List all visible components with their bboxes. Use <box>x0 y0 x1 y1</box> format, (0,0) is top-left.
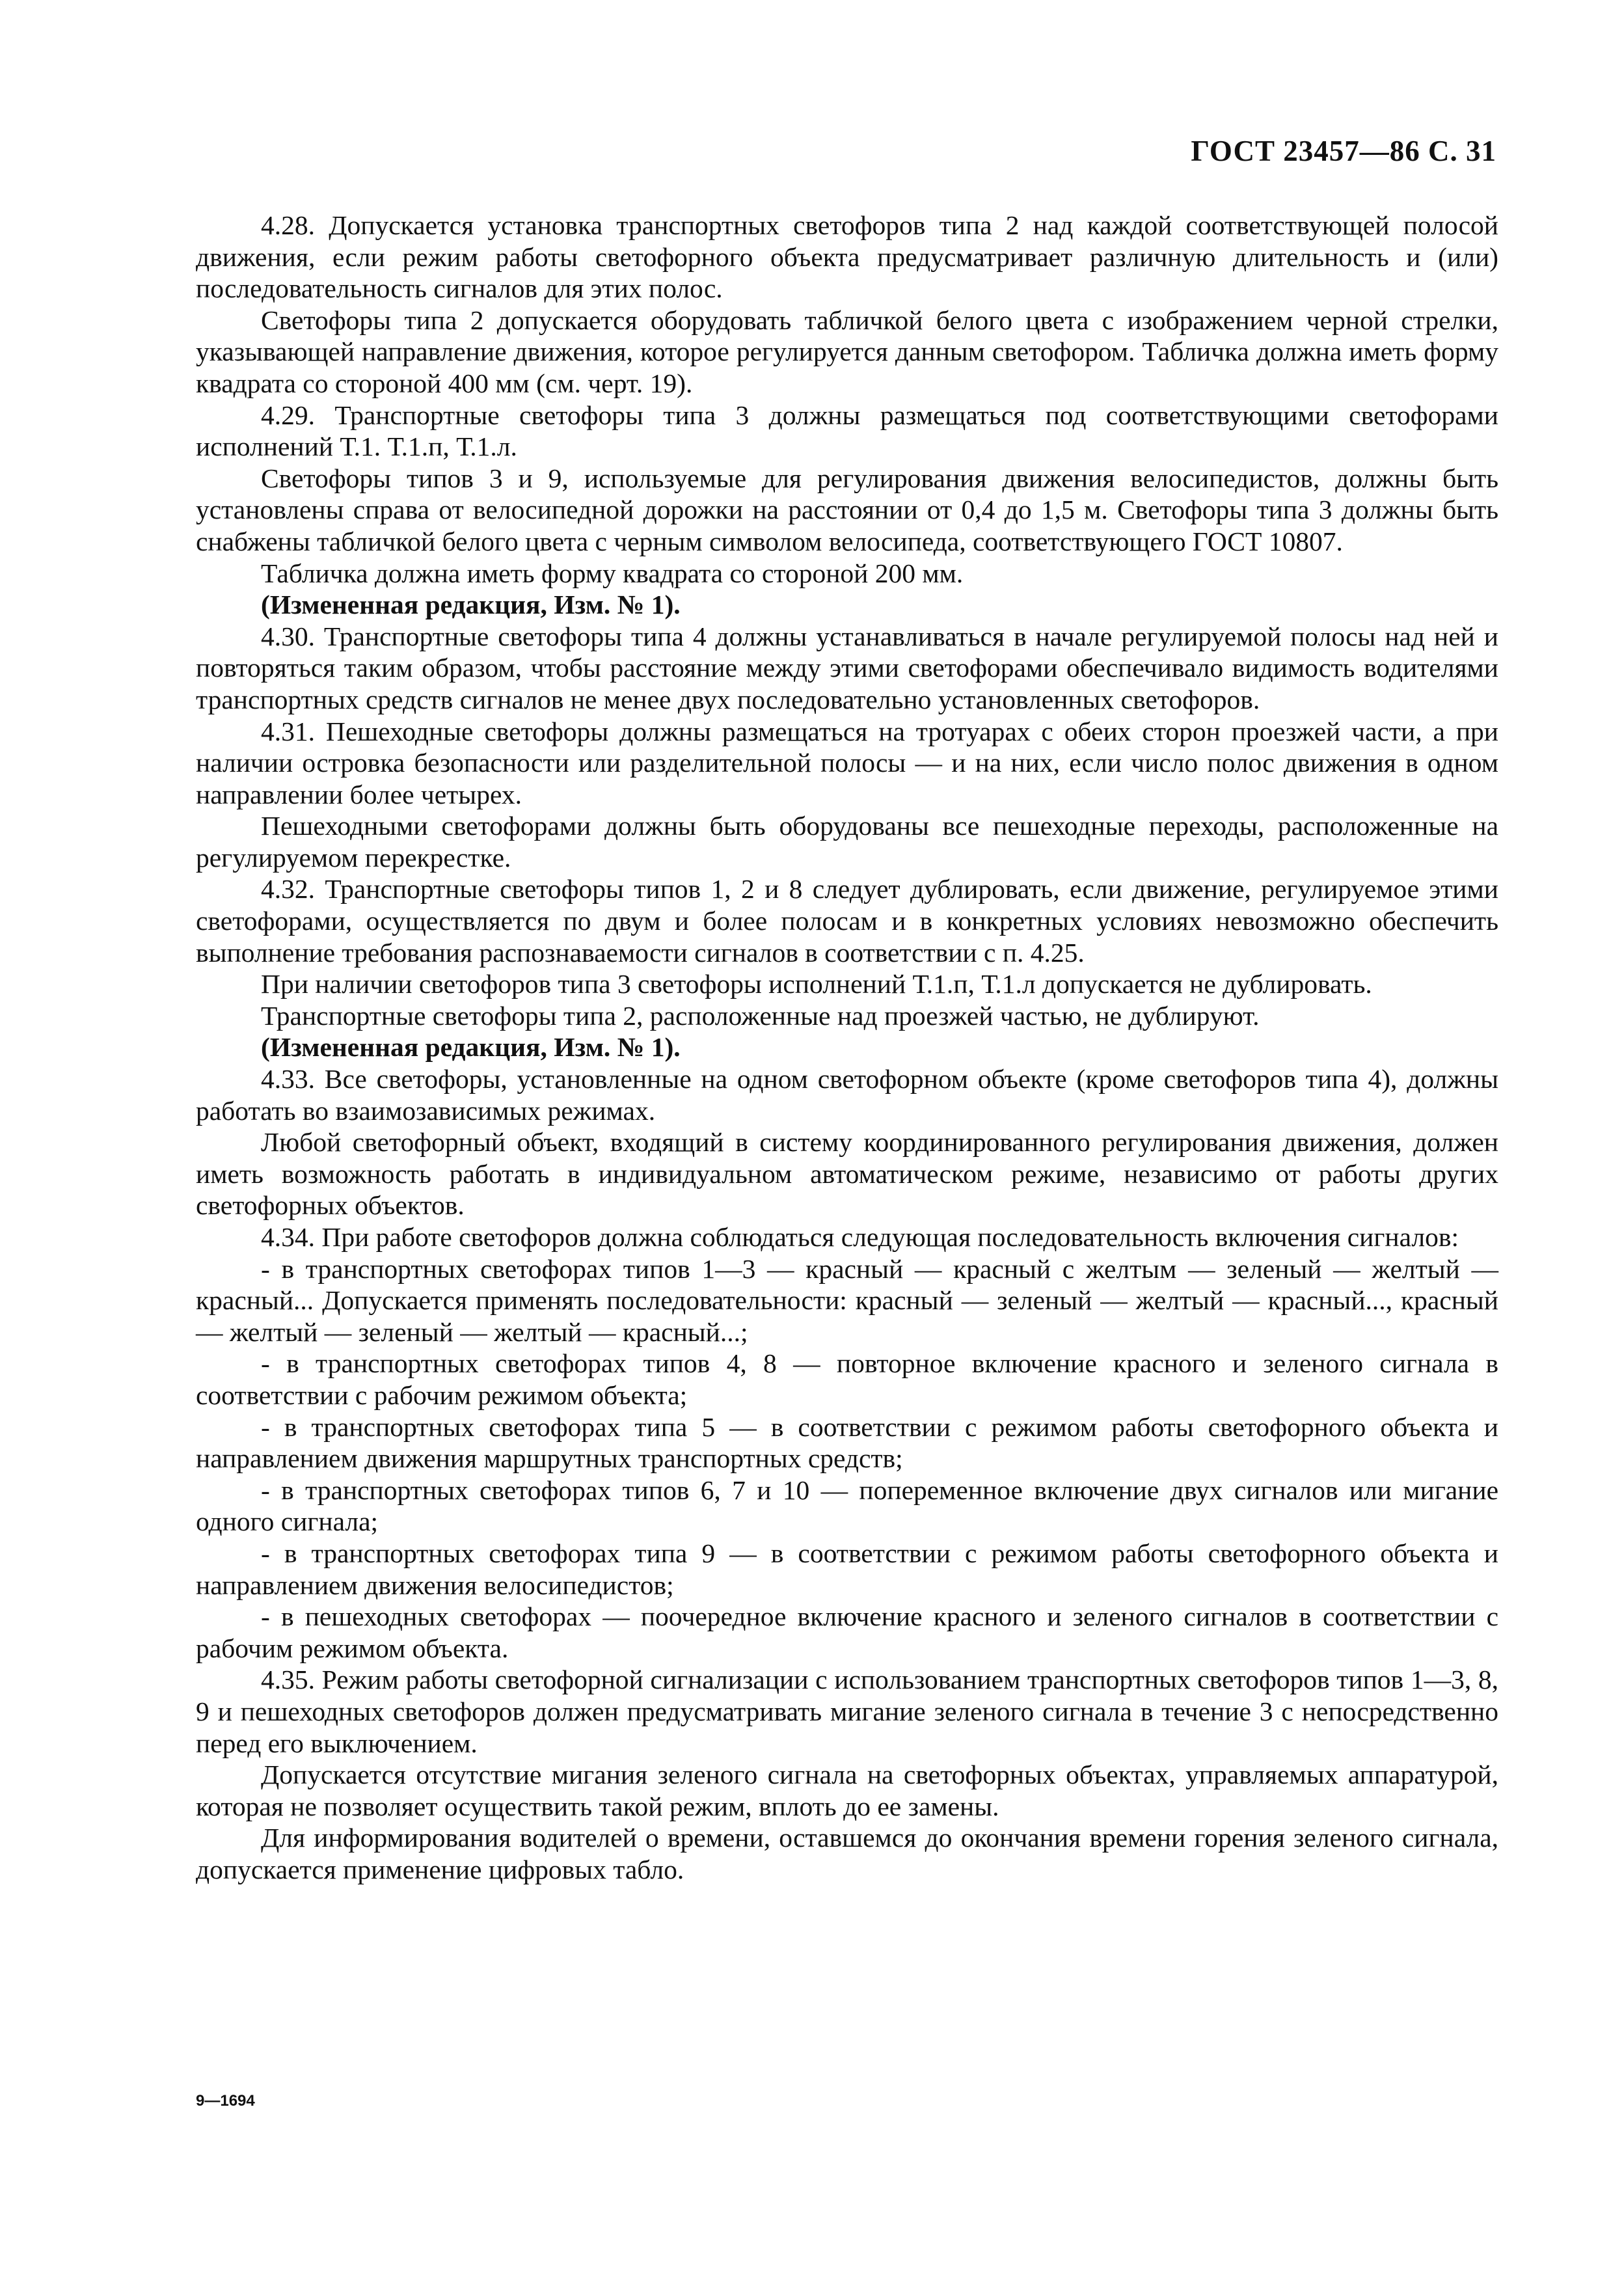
paragraph-4-32: 4.32. Транспортные светофоры типов 1, 2 и 8 следует дублировать, если движение, регулируемое этими светофорами, осуществляется по двум и более полосам и в конкретных условиях невозможно обеспечить выполнение требования распознаваемости сигналов в соответствии с п. 4.25. <box>196 874 1498 968</box>
paragraph: Светофоры типа 2 допускается оборудовать табличкой белого цвета с изображением черной стрелки, указывающей направление движения, которое регулируется данным светофором. Табличка должна иметь форму квадрата со стороной 400 мм (см. черт. 19). <box>196 305 1498 398</box>
paragraph-4-29: 4.29. Транспортные светофоры типа 3 должны размещаться под соответствующими светофорами исполнений Т.1. Т.1.п, Т.1.л. <box>196 400 1498 462</box>
paragraph: Допускается отсутствие мигания зеленого сигнала на светофорных объектах, управляемых аппаратурой, которая не позволяет осуществить такой режим, вплоть до ее замены. <box>196 1760 1498 1821</box>
paragraph: Светофоры типов 3 и 9, используемые для регулирования движения велосипедистов, должны быть установлены справа от велосипедной дорожки на расстоянии от 0,4 до 1,5 м. Светофоры типа 3 должны быть снабжены табличкой белого цвета с черным символом велосипеда, соответствующего ГОСТ 10807. <box>196 463 1498 556</box>
list-item: - в пешеходных светофорах — поочередное включение красного и зеленого сигналов в соответствии с рабочим режимом объекта. <box>196 1601 1498 1663</box>
paragraph: Табличка должна иметь форму квадрата со стороной 200 мм. <box>261 558 964 588</box>
amendment-note: (Измененная редакция, Изм. № 1). <box>261 1032 681 1063</box>
page-header: ГОСТ 23457—86 С. 31 <box>1191 135 1496 167</box>
paragraph-4-30: 4.30. Транспортные светофоры типа 4 должны устанавливаться в начале регулируемой полосы над ней и повторяться таким образом, чтобы расстояние между этими светофорами обеспечивало видимость водителями транспортных средств сигналов не менее двух последовательно установленных светофоров. <box>196 621 1498 714</box>
list-item: - в транспортных светофорах типов 1—3 — красный — красный с желтым — зеленый — желтый — красный... Допускается применять последовательности: красный — зеленый — желтый — красный..., красный — желтый — зеленый — желтый — красный...; <box>196 1253 1498 1347</box>
amendment-note: (Измененная редакция, Изм. № 1). <box>261 590 681 620</box>
paragraph-4-31: 4.31. Пешеходные светофоры должны размещаться на тротуарах с обеих сторон проезжей части, а при наличии островка безопасности или разделительной полосы — и на них, если число полос движения в одном направлении более четырех. <box>196 716 1498 809</box>
list-item: - в транспортных светофорах типов 4, 8 — повторное включение красного и зеленого сигнала в соответствии с рабочим режимом объекта; <box>196 1348 1498 1410</box>
paragraph: Для информирования водителей о времени, оставшемся до окончания времени горения зеленого сигнала, допускается применение цифровых табло. <box>196 1823 1498 1884</box>
paragraph-4-34: 4.34. При работе светофоров должна соблюдаться следующая последовательность включения сигналов: <box>261 1222 1459 1252</box>
paragraph-4-28: 4.28. Допускается установка транспортных светофоров типа 2 над каждой соответствующей полосой движения, если режим работы светофорного объекта предусматривает различную длительность и (или) последовательность сигналов для этих полос. <box>196 210 1498 304</box>
paragraph: Пешеходными светофорами должны быть оборудованы все пешеходные переходы, расположенные на регулируемом перекрестке. <box>196 811 1498 873</box>
list-item: - в транспортных светофорах типа 5 — в соответствии с режимом работы светофорного объекта и направлением движения маршрутных транспортных средств; <box>196 1411 1498 1474</box>
paragraph: Любой светофорный объект, входящий в систему координированного регулирования движения, должен иметь возможность работать в индивидуальном автоматическом режиме, независимо от работы других светофорных объектов. <box>196 1127 1498 1221</box>
page-footer-code: 9—1694 <box>196 2092 255 2110</box>
document-body <box>196 210 1498 1885</box>
paragraph: При наличии светофоров типа 3 светофоры исполнений Т.1.п, Т.1.л допускается не дублировать. <box>261 969 1372 999</box>
paragraph-4-33: 4.33. Все светофоры, установленные на одном светофорном объекте (кроме светофоров типа 4), должны работать во взаимозависимых режимах. <box>196 1064 1498 1126</box>
paragraph: Транспортные светофоры типа 2, расположенные над проезжей частью, не дублируют. <box>261 1000 1260 1031</box>
paragraph-4-35: 4.35. Режим работы светофорной сигнализации с использованием транспортных светофоров типов 1—3, 8, 9 и пешеходных светофоров должен предусматривать мигание зеленого сигнала в течение 3 с непосредственно перед его выключением. <box>196 1665 1498 1758</box>
list-item: - в транспортных светофорах типов 6, 7 и 10 — попеременное включение двух сигналов или мигание одного сигнала; <box>196 1475 1498 1537</box>
list-item: - в транспортных светофорах типа 9 — в соответствии с режимом работы светофорного объекта и направлением движения велосипедистов; <box>196 1538 1498 1600</box>
